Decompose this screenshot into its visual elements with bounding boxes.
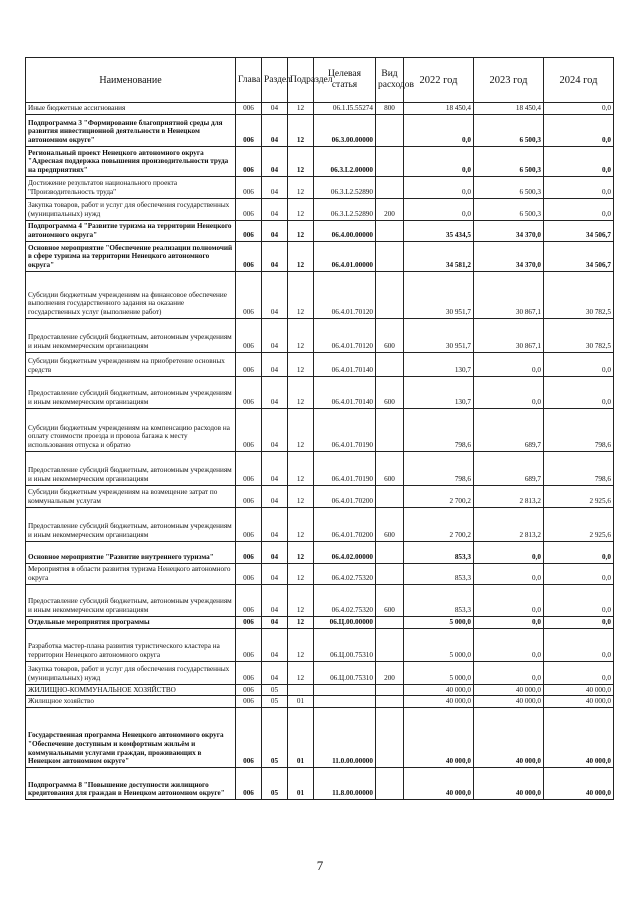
row-glava: 006 <box>236 563 262 584</box>
row-2022: 30 951,7 <box>404 318 474 352</box>
row-statya: 06.4.01.70140 <box>314 352 376 376</box>
row-2022: 2 700,2 <box>404 507 474 541</box>
row-statya: 06.4.01.70200 <box>314 507 376 541</box>
table-row <box>26 271 614 318</box>
row-2024: 0,0 <box>544 584 614 616</box>
row-name: Предоставление субсидий бюджетным, автономным учреждениям и иным некоммерческим организациям <box>26 451 236 485</box>
row-statya: 06.4.01.70200 <box>314 485 376 507</box>
row-2023: 0,0 <box>474 541 544 563</box>
row-glava: 006 <box>236 584 262 616</box>
row-2022: 40 000,0 <box>404 767 474 799</box>
row-podrazdel: 01 <box>288 767 314 799</box>
row-2024: 30 782,5 <box>544 271 614 318</box>
row-vid <box>376 408 404 451</box>
table-body <box>26 103 614 800</box>
row-glava: 006 <box>236 628 262 661</box>
row-glava: 006 <box>236 661 262 684</box>
row-razdel: 04 <box>262 198 288 220</box>
row-name: Жилищное хозяйство <box>26 696 236 708</box>
table-row <box>26 661 614 684</box>
row-2023: 6 500,3 <box>474 146 544 176</box>
row-2022: 35 434,5 <box>404 220 474 241</box>
row-vid <box>376 114 404 146</box>
row-vid <box>376 271 404 318</box>
row-2024: 2 925,6 <box>544 507 614 541</box>
table-row <box>26 541 614 563</box>
row-2023: 6 500,3 <box>474 114 544 146</box>
row-name: Субсидии бюджетным учреждениям на возмещение затрат по коммунальным услугам <box>26 485 236 507</box>
row-glava: 006 <box>236 485 262 507</box>
row-podrazdel: 12 <box>288 408 314 451</box>
row-vid: 200 <box>376 661 404 684</box>
table-row <box>26 563 614 584</box>
row-podrazdel: 01 <box>288 707 314 767</box>
row-statya: 11.8.00.00000 <box>314 767 376 799</box>
row-name: Предоставление субсидий бюджетным, автономным учреждениям и иным некоммерческим организациям <box>26 318 236 352</box>
table-row <box>26 707 614 767</box>
row-2024: 0,0 <box>544 176 614 198</box>
row-2023: 6 500,3 <box>474 198 544 220</box>
row-glava: 006 <box>236 507 262 541</box>
row-statya: 06.3.L2.00000 <box>314 146 376 176</box>
row-2023: 0,0 <box>474 376 544 408</box>
row-podrazdel: 12 <box>288 376 314 408</box>
row-2022: 130,7 <box>404 352 474 376</box>
row-glava: 006 <box>236 616 262 628</box>
row-razdel: 04 <box>262 114 288 146</box>
row-name: Подпрограмма 3 "Формирование благоприятной среды для развития инвестиционной деятельности в Ненецком автономном округе" <box>26 114 236 146</box>
row-vid: 600 <box>376 451 404 485</box>
row-2024: 2 925,6 <box>544 485 614 507</box>
row-2022: 40 000,0 <box>404 684 474 696</box>
row-glava: 006 <box>236 146 262 176</box>
header-2022: 2022 год <box>404 58 474 103</box>
row-2024: 0,0 <box>544 103 614 115</box>
row-statya: 11.0.00.00000 <box>314 707 376 767</box>
row-glava: 006 <box>236 318 262 352</box>
header-razdel: Раздел <box>262 58 288 103</box>
row-2022: 0,0 <box>404 198 474 220</box>
row-vid <box>376 241 404 271</box>
row-statya <box>314 696 376 708</box>
row-podrazdel: 12 <box>288 241 314 271</box>
row-statya: 06.4.01.70120 <box>314 271 376 318</box>
row-2023: 40 000,0 <box>474 696 544 708</box>
row-glava: 006 <box>236 451 262 485</box>
row-name: Субсидии бюджетным учреждениям на компенсацию расходов на оплату стоимости проезда и провоза багажа к месту использования отпуска и обратно <box>26 408 236 451</box>
header-glava: Глава <box>236 58 262 103</box>
header-statya: Целевая статья <box>314 58 376 103</box>
row-2024: 0,0 <box>544 563 614 584</box>
row-2022: 853,3 <box>404 563 474 584</box>
row-2023: 30 867,1 <box>474 318 544 352</box>
table-row <box>26 103 614 115</box>
row-2023: 6 500,3 <box>474 176 544 198</box>
row-vid <box>376 352 404 376</box>
table-row <box>26 114 614 146</box>
row-2022: 0,0 <box>404 114 474 146</box>
row-2022: 130,7 <box>404 376 474 408</box>
row-2023: 40 000,0 <box>474 767 544 799</box>
row-podrazdel: 12 <box>288 485 314 507</box>
row-glava: 006 <box>236 241 262 271</box>
row-2023: 18 450,4 <box>474 103 544 115</box>
table-row <box>26 628 614 661</box>
row-razdel: 05 <box>262 767 288 799</box>
row-name: Подпрограмма 4 "Развитие туризма на территории Ненецкого автономного округа" <box>26 220 236 241</box>
row-2024: 0,0 <box>544 146 614 176</box>
row-vid <box>376 176 404 198</box>
row-2024: 0,0 <box>544 376 614 408</box>
row-razdel: 04 <box>262 563 288 584</box>
row-podrazdel: 12 <box>288 584 314 616</box>
row-statya: 06.4.01.00000 <box>314 241 376 271</box>
row-glava: 006 <box>236 176 262 198</box>
row-statya: 06.4.00.00000 <box>314 220 376 241</box>
table-row <box>26 220 614 241</box>
row-2022: 40 000,0 <box>404 696 474 708</box>
header-2023: 2023 год <box>474 58 544 103</box>
row-statya: 06.3.L2.52890 <box>314 198 376 220</box>
row-statya: 06.4.02.75320 <box>314 584 376 616</box>
row-vid: 600 <box>376 376 404 408</box>
table-row <box>26 451 614 485</box>
row-razdel: 04 <box>262 103 288 115</box>
row-2024: 798,6 <box>544 408 614 451</box>
row-name: Предоставление субсидий бюджетным, автономным учреждениям и иным некоммерческим организациям <box>26 507 236 541</box>
row-2022: 5 000,0 <box>404 628 474 661</box>
row-vid <box>376 541 404 563</box>
row-statya: 06.Ц.00.75310 <box>314 628 376 661</box>
row-razdel: 04 <box>262 485 288 507</box>
row-name: Предоставление субсидий бюджетным, автономным учреждениям и иным некоммерческим организациям <box>26 376 236 408</box>
row-statya: 06.4.02.75320 <box>314 563 376 584</box>
row-glava: 006 <box>236 696 262 708</box>
row-glava: 006 <box>236 114 262 146</box>
row-2024: 0,0 <box>544 352 614 376</box>
row-podrazdel: 12 <box>288 114 314 146</box>
row-2024: 40 000,0 <box>544 707 614 767</box>
row-statya: 06.4.01.70190 <box>314 408 376 451</box>
row-vid: 200 <box>376 198 404 220</box>
row-podrazdel: 12 <box>288 541 314 563</box>
row-2023: 2 813,2 <box>474 507 544 541</box>
row-glava: 006 <box>236 767 262 799</box>
row-2024: 40 000,0 <box>544 696 614 708</box>
row-name: Закупка товаров, работ и услуг для обеспечения государственных (муниципальных) нужд <box>26 198 236 220</box>
row-2022: 5 000,0 <box>404 661 474 684</box>
row-glava: 006 <box>236 198 262 220</box>
row-podrazdel: 12 <box>288 271 314 318</box>
row-name: Субсидии бюджетным учреждениям на финансовое обеспечение выполнения государственного задания на оказание государственных услуг (выполнение работ) <box>26 271 236 318</box>
row-2022: 40 000,0 <box>404 707 474 767</box>
row-vid: 600 <box>376 318 404 352</box>
row-vid <box>376 146 404 176</box>
page-number: 7 <box>316 858 324 873</box>
row-2022: 853,3 <box>404 541 474 563</box>
row-glava: 006 <box>236 684 262 696</box>
table-row <box>26 696 614 708</box>
row-name: Разработка мастер-плана развития туристического кластера на территории Ненецкого автономного округа <box>26 628 236 661</box>
row-razdel: 04 <box>262 616 288 628</box>
row-vid <box>376 696 404 708</box>
row-2024: 0,0 <box>544 198 614 220</box>
row-name: ЖИЛИЩНО-КОММУНАЛЬНОЕ ХОЗЯЙСТВО <box>26 684 236 696</box>
row-razdel: 05 <box>262 696 288 708</box>
row-vid: 800 <box>376 103 404 115</box>
row-name: Подпрограмма 8 "Повышение доступности жилищного кредитования для граждан в Ненецком автономном округе" <box>26 767 236 799</box>
row-2022: 853,3 <box>404 584 474 616</box>
row-statya: 06.4.01.70190 <box>314 451 376 485</box>
row-statya: 06.4.01.70120 <box>314 318 376 352</box>
row-glava: 006 <box>236 408 262 451</box>
row-2023: 0,0 <box>474 616 544 628</box>
row-razdel: 05 <box>262 707 288 767</box>
row-2024: 34 506,7 <box>544 220 614 241</box>
row-name: Иные бюджетные ассигнования <box>26 103 236 115</box>
row-glava: 006 <box>236 103 262 115</box>
row-2024: 40 000,0 <box>544 767 614 799</box>
table-row <box>26 485 614 507</box>
row-razdel: 04 <box>262 352 288 376</box>
row-podrazdel: 12 <box>288 198 314 220</box>
row-2024: 798,6 <box>544 451 614 485</box>
row-2024: 34 506,7 <box>544 241 614 271</box>
row-name: Основное мероприятие "Развитие внутреннего туризма" <box>26 541 236 563</box>
row-2023: 0,0 <box>474 628 544 661</box>
table-row <box>26 146 614 176</box>
table-header-row <box>26 58 614 103</box>
row-razdel: 04 <box>262 376 288 408</box>
row-razdel: 04 <box>262 541 288 563</box>
header-vid: Вид расходов <box>376 58 404 103</box>
row-2024: 0,0 <box>544 114 614 146</box>
row-razdel: 04 <box>262 241 288 271</box>
row-vid <box>376 767 404 799</box>
row-statya: 06.4.02.00000 <box>314 541 376 563</box>
row-2023: 30 867,1 <box>474 271 544 318</box>
row-2024: 30 782,5 <box>544 318 614 352</box>
row-name: Достижение результатов национального проекта "Производительность труда" <box>26 176 236 198</box>
row-2024: 0,0 <box>544 661 614 684</box>
row-razdel: 04 <box>262 584 288 616</box>
row-statya: 06.3.L2.52890 <box>314 176 376 198</box>
row-2023: 40 000,0 <box>474 707 544 767</box>
row-2023: 689,7 <box>474 451 544 485</box>
row-2023: 0,0 <box>474 661 544 684</box>
row-vid <box>376 628 404 661</box>
row-vid <box>376 707 404 767</box>
table-row <box>26 584 614 616</box>
row-name: Субсидии бюджетным учреждениям на приобретение основных средств <box>26 352 236 376</box>
row-podrazdel: 12 <box>288 220 314 241</box>
row-statya: 06.Ц.00.75310 <box>314 661 376 684</box>
row-razdel: 04 <box>262 451 288 485</box>
row-glava: 006 <box>236 220 262 241</box>
row-podrazdel <box>288 684 314 696</box>
row-glava: 006 <box>236 541 262 563</box>
row-glava: 006 <box>236 352 262 376</box>
row-vid: 600 <box>376 584 404 616</box>
row-podrazdel: 12 <box>288 563 314 584</box>
row-2022: 0,0 <box>404 146 474 176</box>
row-razdel: 04 <box>262 176 288 198</box>
row-2023: 0,0 <box>474 352 544 376</box>
row-vid <box>376 616 404 628</box>
row-glava: 006 <box>236 271 262 318</box>
row-razdel: 04 <box>262 220 288 241</box>
row-2023: 40 000,0 <box>474 684 544 696</box>
row-razdel: 04 <box>262 146 288 176</box>
row-podrazdel: 12 <box>288 628 314 661</box>
row-name: Региональный проект Ненецкого автономного округа "Адресная поддержка повышения производительности труда на предприятиях" <box>26 146 236 176</box>
row-podrazdel: 12 <box>288 318 314 352</box>
row-glava: 006 <box>236 707 262 767</box>
row-2022: 2 700,2 <box>404 485 474 507</box>
row-name: Государственная программа Ненецкого автономного округа "Обеспечение доступным и комфортным жильём и коммунальными услугами граждан, проживающих в Ненецком автономном округе" <box>26 707 236 767</box>
row-2024: 40 000,0 <box>544 684 614 696</box>
row-glava: 006 <box>236 376 262 408</box>
table-row <box>26 352 614 376</box>
row-razdel: 04 <box>262 628 288 661</box>
table-row <box>26 318 614 352</box>
row-vid <box>376 563 404 584</box>
row-razdel: 04 <box>262 318 288 352</box>
row-razdel: 04 <box>262 507 288 541</box>
row-razdel: 05 <box>262 684 288 696</box>
row-vid <box>376 485 404 507</box>
row-2024: 0,0 <box>544 616 614 628</box>
row-2023: 2 813,2 <box>474 485 544 507</box>
row-vid <box>376 220 404 241</box>
row-podrazdel: 01 <box>288 696 314 708</box>
budget-table <box>25 57 614 800</box>
row-2023: 34 370,0 <box>474 220 544 241</box>
row-name: Предоставление субсидий бюджетным, автономным учреждениям и иным некоммерческим организациям <box>26 584 236 616</box>
header-name: Наименование <box>26 58 236 103</box>
table-row <box>26 616 614 628</box>
table-row <box>26 767 614 799</box>
row-name: Мероприятия в области развития туризма Ненецкого автономного округа <box>26 563 236 584</box>
row-podrazdel: 12 <box>288 103 314 115</box>
row-statya: 06.4.01.70140 <box>314 376 376 408</box>
table-row <box>26 376 614 408</box>
row-vid: 600 <box>376 507 404 541</box>
row-razdel: 04 <box>262 408 288 451</box>
row-name: Закупка товаров, работ и услуг для обеспечения государственных (муниципальных) нужд <box>26 661 236 684</box>
row-2022: 18 450,4 <box>404 103 474 115</box>
row-podrazdel: 12 <box>288 661 314 684</box>
header-podrazdel: Подраздел <box>288 58 314 103</box>
row-2023: 0,0 <box>474 584 544 616</box>
row-2023: 689,7 <box>474 408 544 451</box>
row-podrazdel: 12 <box>288 176 314 198</box>
row-razdel: 04 <box>262 661 288 684</box>
row-statya <box>314 684 376 696</box>
row-2023: 0,0 <box>474 563 544 584</box>
row-2022: 798,6 <box>404 408 474 451</box>
row-vid <box>376 684 404 696</box>
row-2024: 0,0 <box>544 541 614 563</box>
row-2024: 0,0 <box>544 628 614 661</box>
row-podrazdel: 12 <box>288 146 314 176</box>
table-row <box>26 241 614 271</box>
row-2022: 0,0 <box>404 176 474 198</box>
row-name: Основное мероприятие "Обеспечение реализации полномочий в сфере туризма на территории Ненецкого автономного округа" <box>26 241 236 271</box>
row-podrazdel: 12 <box>288 352 314 376</box>
row-2023: 34 370,0 <box>474 241 544 271</box>
row-statya: 06.Ц.00.00000 <box>314 616 376 628</box>
row-podrazdel: 12 <box>288 616 314 628</box>
row-statya: 06.3.00.00000 <box>314 114 376 146</box>
row-statya: 06.1.I5.55274 <box>314 103 376 115</box>
row-2022: 798,6 <box>404 451 474 485</box>
row-razdel: 04 <box>262 271 288 318</box>
row-podrazdel: 12 <box>288 451 314 485</box>
table-row <box>26 507 614 541</box>
row-2022: 5 000,0 <box>404 616 474 628</box>
table-row <box>26 176 614 198</box>
row-2022: 30 951,7 <box>404 271 474 318</box>
table-row <box>26 198 614 220</box>
table-row <box>26 684 614 696</box>
table-row <box>26 408 614 451</box>
header-2024: 2024 год <box>544 58 614 103</box>
row-podrazdel: 12 <box>288 507 314 541</box>
row-2022: 34 581,2 <box>404 241 474 271</box>
row-name: Отдельные мероприятия программы <box>26 616 236 628</box>
